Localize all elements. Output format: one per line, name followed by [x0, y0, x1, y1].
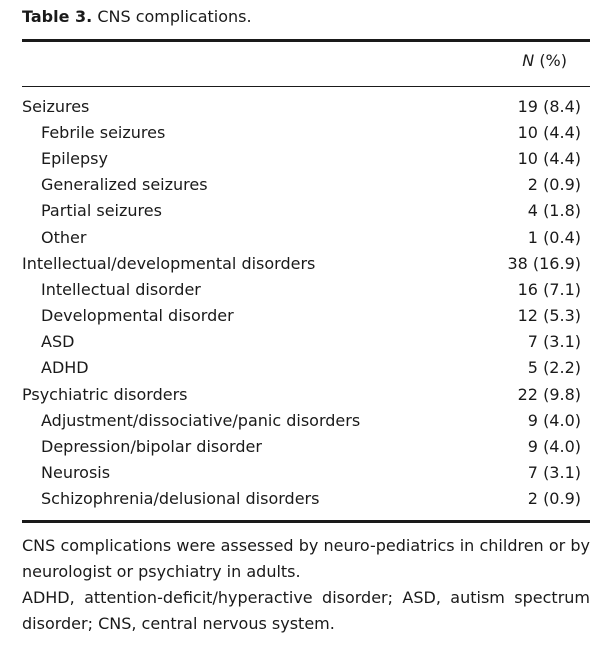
- row-value: 4 (1.8): [527, 201, 581, 221]
- table-subrow: [22, 460, 581, 486]
- table-subrow: [22, 172, 581, 198]
- row-label: Psychiatric disorders: [22, 384, 188, 404]
- row-label: ASD: [41, 332, 75, 352]
- row-value: 16 (7.1): [517, 279, 581, 299]
- table-subrow: [22, 407, 581, 433]
- row-label: Intellectual disorder: [41, 279, 201, 299]
- row-value: 5 (2.2): [527, 358, 581, 378]
- row-label: Depression/bipolar disorder: [41, 437, 262, 457]
- row-value: 19 (8.4): [517, 96, 581, 116]
- row-value: 1 (0.4): [527, 227, 581, 247]
- row-value: 38 (16.9): [507, 253, 581, 273]
- row-value: 22 (9.8): [517, 384, 581, 404]
- table-caption: [22, 7, 252, 27]
- table-subrow: [22, 198, 581, 224]
- table-number: Table 3.: [22, 7, 93, 26]
- table-subrow: [22, 303, 581, 329]
- header-rule: [22, 86, 590, 87]
- row-value: 10 (4.4): [517, 122, 581, 142]
- row-label: Neurosis: [41, 463, 111, 483]
- table-subrow: [22, 355, 581, 381]
- table-subrow: [22, 145, 581, 171]
- row-label: Seizures: [22, 96, 90, 116]
- row-label: ADHD: [41, 358, 89, 378]
- row-value: 2 (0.9): [527, 489, 581, 509]
- table-subrow: [22, 119, 581, 145]
- row-value: 9 (4.0): [527, 437, 581, 457]
- row-label: Partial seizures: [41, 201, 162, 221]
- row-value: 7 (3.1): [527, 332, 581, 352]
- top-rule: [22, 39, 590, 42]
- table-title: CNS complications.: [97, 7, 252, 26]
- footnote-assessment: CNS complications were assessed by neuro-pediatrics in children or by neurologist or psychiatry in adults.: [22, 536, 590, 581]
- column-header-percent: (%): [539, 51, 567, 70]
- table-row: [22, 250, 581, 276]
- table-row: [22, 381, 581, 407]
- footnote-abbreviations: ADHD, attention-deficit/hyperactive disorder; ASD, autism spectrum disorder; CNS, central nervous system.: [22, 588, 590, 633]
- row-value: 2 (0.9): [527, 175, 581, 195]
- row-value: 12 (5.3): [517, 306, 581, 326]
- row-label: Schizophrenia/delusional disorders: [41, 489, 320, 509]
- row-value: 10 (4.4): [517, 148, 581, 168]
- row-label: Epilepsy: [41, 148, 108, 168]
- table-body: [22, 93, 581, 512]
- row-label: Febrile seizures: [41, 122, 166, 142]
- table-subrow: [22, 486, 581, 512]
- row-label: Intellectual/developmental disorders: [22, 253, 316, 273]
- column-header-n-percent: [22, 50, 567, 72]
- table-subrow: [22, 276, 581, 302]
- table-subrow: [22, 433, 581, 459]
- table-subrow: [22, 224, 581, 250]
- bottom-rule: [22, 520, 590, 523]
- table-subrow: [22, 329, 581, 355]
- table-row: [22, 93, 581, 119]
- row-label: Developmental disorder: [41, 306, 234, 326]
- row-value: 9 (4.0): [527, 410, 581, 430]
- row-label: Other: [41, 227, 87, 247]
- row-label: Generalized seizures: [41, 175, 208, 195]
- column-header-n: N: [522, 51, 535, 70]
- row-label: Adjustment/dissociative/panic disorders: [41, 410, 361, 430]
- row-value: 7 (3.1): [527, 463, 581, 483]
